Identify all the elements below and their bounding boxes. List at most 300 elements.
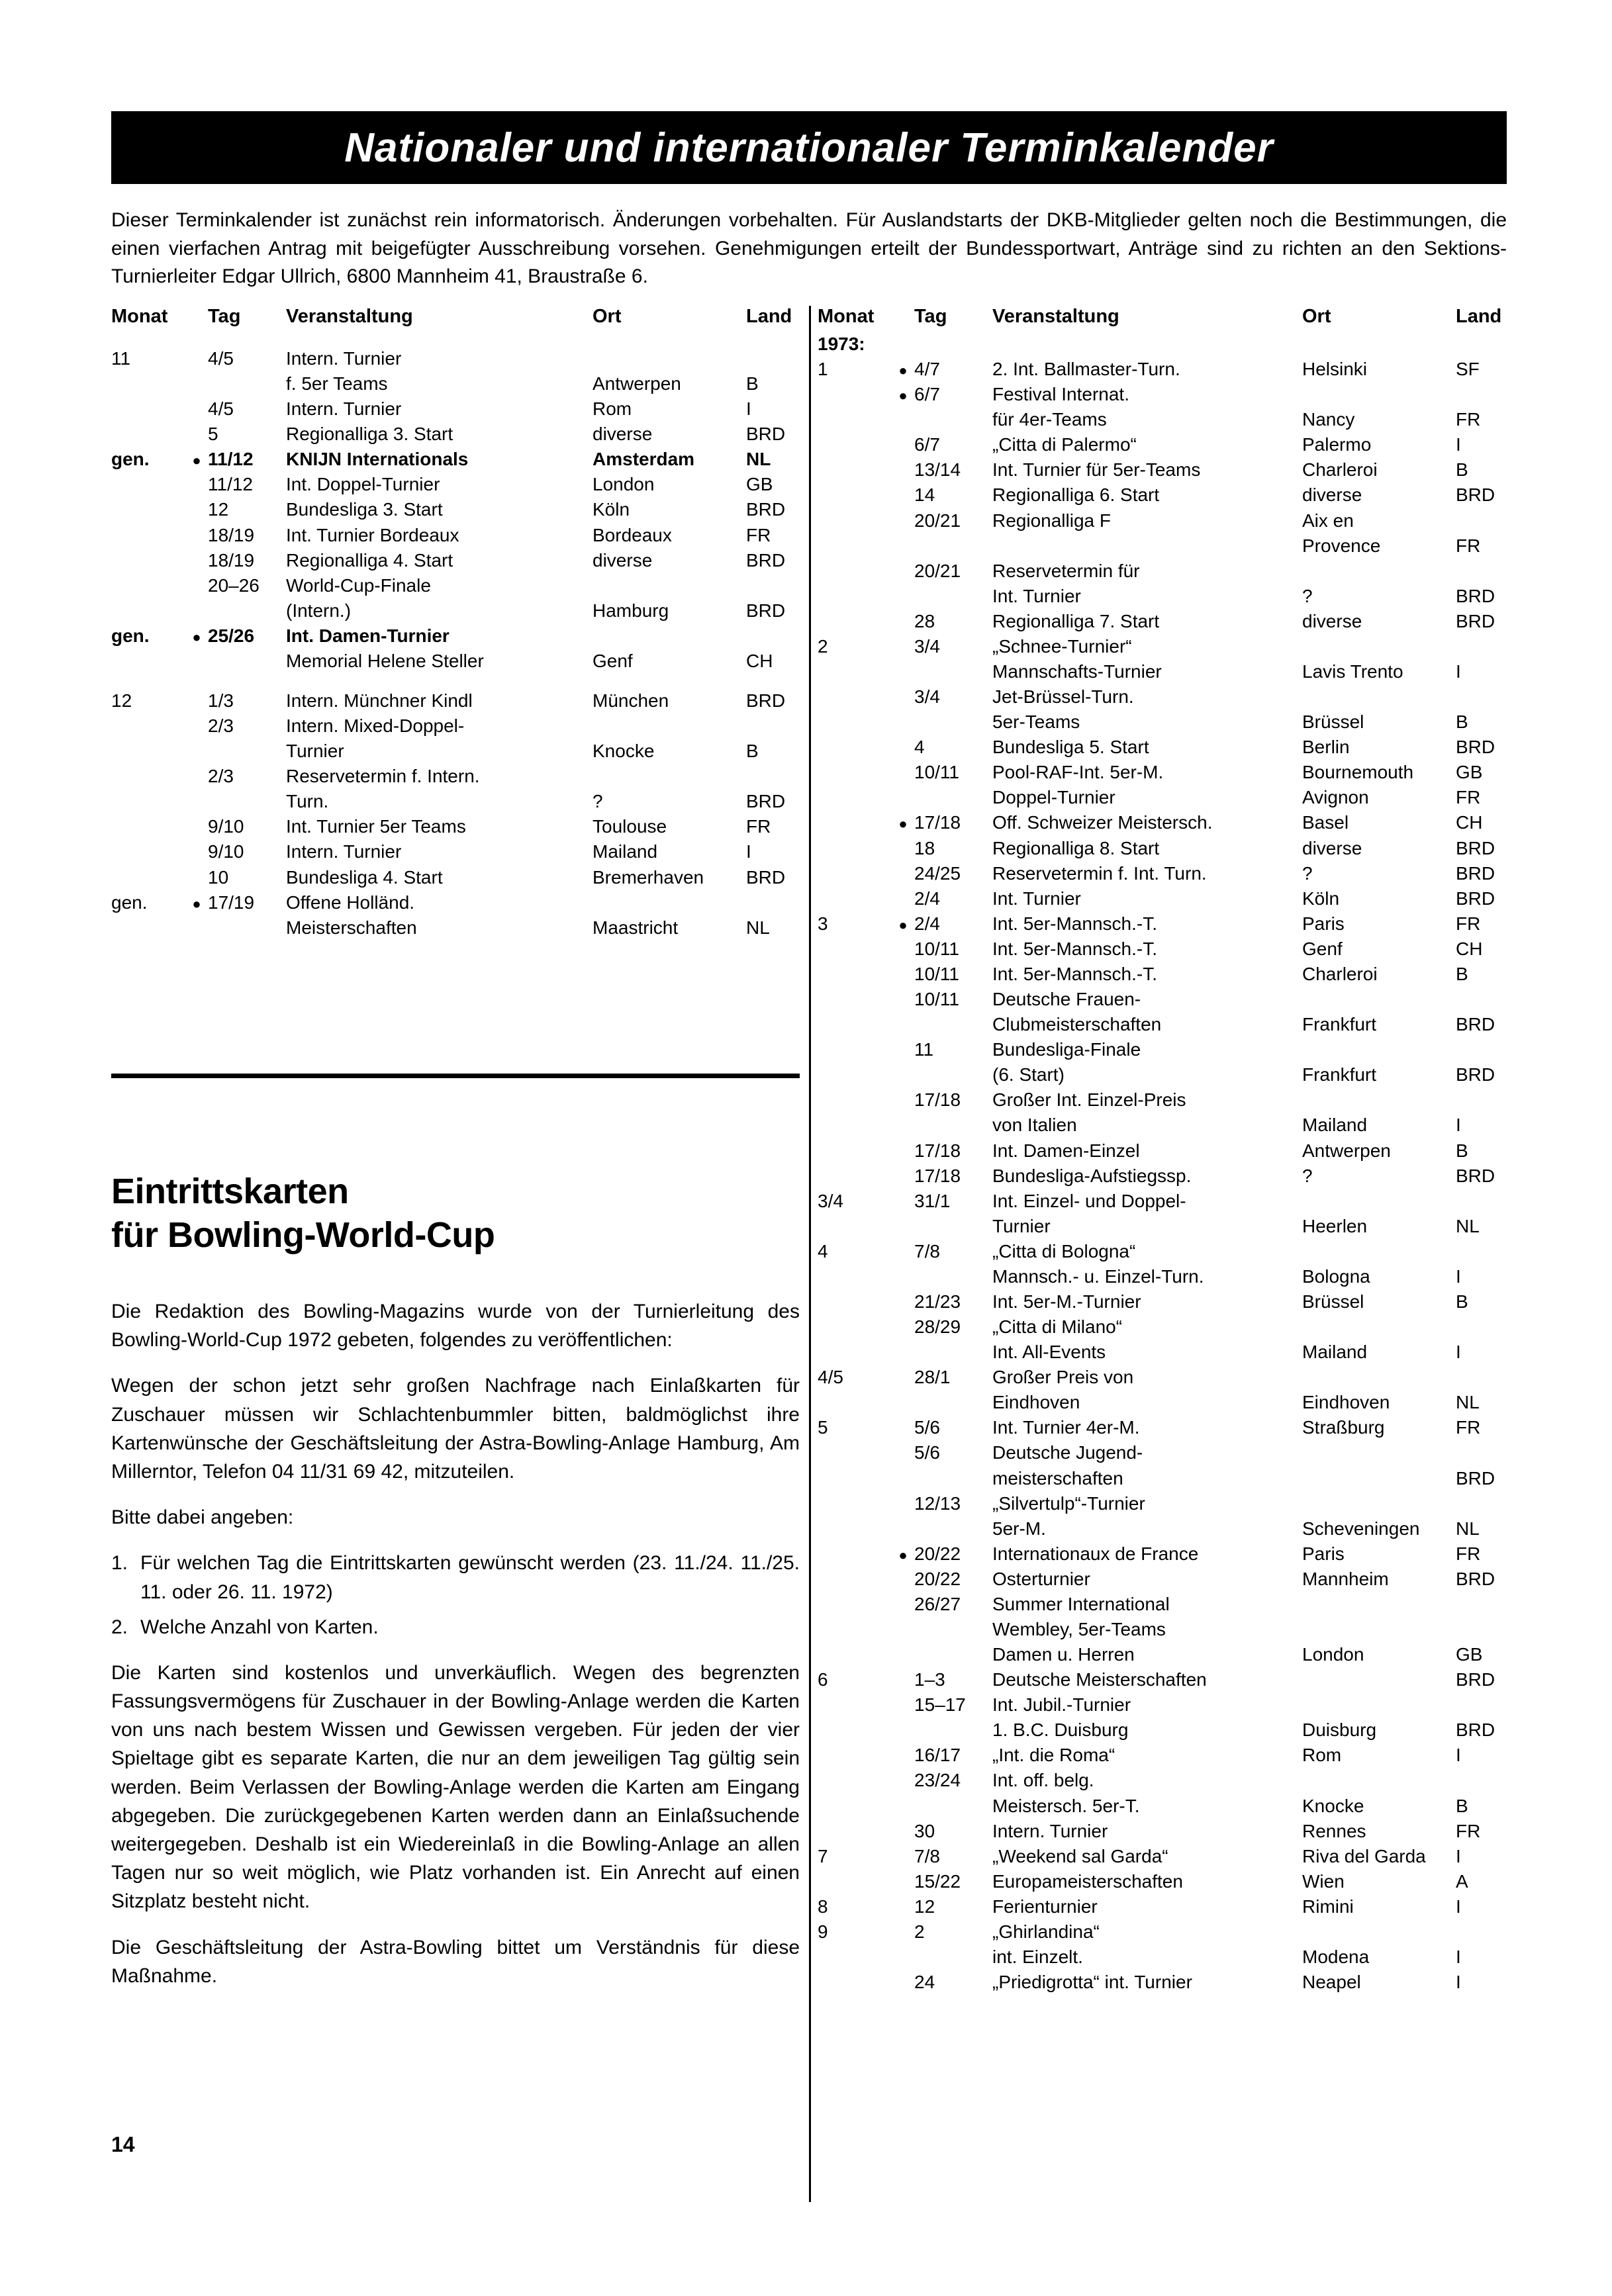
- cell-ort: Brüssel: [1302, 1291, 1364, 1312]
- cell-monat: 8: [818, 1896, 828, 1917]
- cell-ort: [1302, 1189, 1456, 1214]
- cell-tag: [208, 598, 286, 623]
- cell-empty: [185, 422, 208, 447]
- cell-monat: [818, 735, 892, 760]
- cell-land: [746, 573, 810, 598]
- cell-empty: [892, 710, 914, 735]
- table-header-row: [111, 306, 810, 332]
- cell-land: FR: [746, 524, 771, 545]
- cell-tag: 2/3: [208, 766, 234, 787]
- cell-ort: diverse: [1302, 484, 1362, 506]
- cell-ort: ?: [1302, 1165, 1313, 1186]
- cell-ort: Mailand: [593, 841, 658, 862]
- cell-ort: Genf: [1302, 938, 1343, 959]
- table-row: [818, 533, 1519, 559]
- cell-tag: 10: [208, 866, 229, 888]
- cell-land: BRD: [1456, 1669, 1495, 1690]
- cell-veranstaltung: Großer Preis von: [992, 1367, 1134, 1388]
- cell-ort: Palermo: [1302, 434, 1372, 455]
- list-item-number: 1.: [111, 1552, 128, 1575]
- cell-land: FR: [1456, 787, 1481, 808]
- cell-ort: Mailand: [1302, 1342, 1368, 1363]
- table-row: [818, 710, 1519, 735]
- cell-veranstaltung: Mannschafts-Turnier: [992, 661, 1162, 682]
- cell-ort: Rennes: [1302, 1820, 1366, 1841]
- cell-empty: [185, 739, 208, 764]
- cell-empty: [892, 1592, 914, 1617]
- cell-land: NL: [1456, 1215, 1480, 1236]
- cell-land: BRD: [746, 866, 786, 888]
- cell-land: I: [1456, 1115, 1461, 1136]
- cell-tag: [914, 1516, 992, 1541]
- cell-ort: Genf: [593, 650, 633, 671]
- cell-land: [1456, 1617, 1519, 1642]
- cell-monat: [818, 684, 892, 710]
- cell-empty: [892, 1264, 914, 1289]
- cell-empty: [892, 508, 914, 533]
- cell-tag: 4/7: [914, 359, 940, 380]
- cell-ort: Modena: [1302, 1947, 1370, 1967]
- cell-monat: [111, 713, 185, 739]
- cell-ort: [1302, 987, 1456, 1012]
- cell-ort: [1302, 1466, 1456, 1491]
- list-item: [111, 1613, 800, 1641]
- cell-land: [1456, 559, 1519, 584]
- cell-monat: [818, 1768, 892, 1793]
- cell-monat: [111, 649, 185, 674]
- cell-land: NL: [746, 449, 771, 470]
- cell-land: [746, 764, 810, 789]
- cell-land: FR: [746, 816, 771, 837]
- header-land: Land: [746, 306, 792, 327]
- cell-veranstaltung: Off. Schweizer Meistersch.: [992, 812, 1213, 833]
- bullet-icon: [892, 911, 914, 937]
- cell-veranstaltung: „Ghirlandina“: [992, 1921, 1100, 1942]
- cell-veranstaltung: 5er-Teams: [992, 712, 1080, 733]
- table-row: [818, 1794, 1519, 1819]
- cell-veranstaltung: Regionalliga 8. Start: [992, 837, 1160, 858]
- cell-empty: [185, 371, 208, 396]
- table-row: [818, 1087, 1519, 1113]
- cell-land: [1456, 1314, 1519, 1340]
- cell-monat: [111, 472, 185, 497]
- cell-ort: [1302, 1037, 1456, 1062]
- cell-ort: München: [593, 690, 669, 712]
- cell-empty: [185, 396, 208, 422]
- cell-tag: 12: [208, 499, 229, 520]
- table-row: [818, 1819, 1519, 1844]
- cell-ort: Köln: [593, 499, 630, 520]
- cell-empty: [892, 1919, 914, 1945]
- cell-monat: [111, 814, 185, 839]
- cell-veranstaltung: Eindhoven: [992, 1392, 1080, 1413]
- cell-empty: [185, 865, 208, 890]
- page-banner: [111, 111, 1507, 184]
- table-row: [818, 810, 1519, 835]
- table-row: [818, 1264, 1519, 1289]
- cell-monat: [818, 382, 892, 407]
- cell-ort: [1302, 684, 1456, 710]
- cell-ort: Rom: [593, 398, 632, 420]
- cell-tag: 17/18: [914, 812, 961, 833]
- cell-monat: [111, 789, 185, 814]
- cell-tag: 5/6: [914, 1417, 940, 1438]
- cell-land: I: [1456, 434, 1461, 455]
- cell-ort: Hamburg: [593, 600, 669, 621]
- cell-ort: Wien: [1302, 1870, 1345, 1892]
- article-paragraph-4: Die Karten sind kostenlos und unverkäuflich. Wegen des begrenzten Fassungsvermögens für Zuschauer in der Bowling-Anlage werden die Karten von uns nach bestem Wissen und Gewissen vergeben. Für jeden der vier Spieltage gibt es separate Karten, die nur an dem jeweiligen Tag gültig sein werden. Beim Verlassen der Bowling-Anlage werden die Karten am Eingang abgegeben. Die zurückgegebenen Karten werden dann an Einlaßsuchende weitergegeben. Deshalb ist ein Wiedereinlaß in die Bowling-Anlage an allen Tagen nur so weit möglich, wie Platz vorhanden ist. Ein Anrecht auf einen Sitzplatz besteht nicht.: [111, 1661, 800, 1913]
- cell-veranstaltung: Summer International: [992, 1593, 1170, 1614]
- cell-monat: 9: [818, 1921, 828, 1942]
- cell-monat: gen.: [111, 892, 148, 913]
- cell-monat: [818, 1138, 892, 1164]
- table-row: [818, 1869, 1519, 1894]
- cell-ort: Knocke: [1302, 1795, 1364, 1816]
- intro-paragraph: Dieser Terminkalender ist zunächst rein informatorisch. Änderungen vorbehalten. Für Auslandstarts der DKB-Mitglieder gelten noch die Bestimmungen, die einen vierfachen Antrag mit beigefügter Ausschreibung vorsehen. Genehmigungen erteilt der Bundessportwart, Anträge sind zu richten an den Sektions-Turnierleiter Edgar Ullrich, 6800 Mannheim 41, Braustraße 6.: [111, 209, 1507, 288]
- cell-land: [746, 713, 810, 739]
- cell-monat: [818, 1970, 892, 1995]
- cell-tag: 20/21: [914, 560, 961, 581]
- header-monat: Monat: [111, 306, 168, 327]
- article-heading-line1: Eintrittskarten: [111, 1171, 349, 1211]
- header-tag: Tag: [914, 306, 947, 327]
- table-row: [111, 915, 810, 941]
- cell-land: [1456, 1692, 1519, 1718]
- cell-ort: Aix en: [1302, 510, 1354, 531]
- table-row: [818, 987, 1519, 1012]
- cell-monat: [818, 1819, 892, 1844]
- cell-ort: [1302, 559, 1456, 584]
- cell-veranstaltung: Jet-Brüssel-Turn.: [992, 686, 1134, 708]
- table-row: [818, 1415, 1519, 1440]
- cell-land: [1456, 1189, 1519, 1214]
- cell-empty: [892, 760, 914, 785]
- cell-tag: [208, 371, 286, 396]
- cell-ort: Eindhoven: [1302, 1392, 1390, 1413]
- cell-veranstaltung: Regionalliga 6. Start: [992, 484, 1160, 506]
- table-row: [818, 1642, 1519, 1667]
- cell-veranstaltung: Bundesliga 3. Start: [286, 499, 443, 520]
- cell-monat: [818, 457, 892, 482]
- cell-veranstaltung: Deutsche Jugend-: [992, 1442, 1143, 1463]
- cell-veranstaltung: „Citta di Milano“: [992, 1316, 1123, 1338]
- cell-tag: 4/5: [208, 348, 234, 369]
- cell-monat: [818, 1718, 892, 1743]
- cell-empty: [892, 1869, 914, 1894]
- cell-monat: [111, 865, 185, 890]
- cell-land: [1456, 684, 1519, 710]
- cell-tag: 15/22: [914, 1870, 961, 1892]
- cell-veranstaltung: Int. 5er-Mannsch.-T.: [992, 938, 1157, 959]
- cell-monat: [111, 839, 185, 864]
- cell-veranstaltung: 1. B.C. Duisburg: [992, 1720, 1129, 1741]
- cell-monat: [818, 609, 892, 634]
- cell-monat: [111, 915, 185, 941]
- bullet-icon: [192, 892, 201, 913]
- table-header-row: [818, 306, 1519, 332]
- cell-land: I: [1456, 1947, 1461, 1967]
- table-row: [818, 1692, 1519, 1718]
- cell-ort: [1302, 1692, 1456, 1718]
- cell-monat: [818, 1945, 892, 1970]
- cell-monat: [818, 836, 892, 861]
- cell-land: I: [1456, 1896, 1461, 1917]
- cell-tag: [914, 659, 992, 684]
- cell-land: FR: [1456, 409, 1481, 430]
- cell-monat: [818, 584, 892, 609]
- cell-veranstaltung: Festival Internat.: [992, 384, 1129, 405]
- cell-monat: [818, 1692, 892, 1718]
- cell-tag: 12/13: [914, 1492, 961, 1514]
- page-title: Nationaler und internationaler Terminkalender: [344, 124, 1274, 171]
- cell-tag: [914, 584, 992, 609]
- cell-monat: [818, 1516, 892, 1541]
- cell-monat: [818, 1440, 892, 1465]
- header-veranstaltung: Veranstaltung: [286, 306, 413, 327]
- cell-empty: [185, 713, 208, 739]
- cell-monat: 3/4: [818, 1190, 843, 1211]
- cell-ort: Avignon: [1302, 787, 1369, 808]
- cell-empty: [892, 1340, 914, 1365]
- cell-monat: [818, 1491, 892, 1516]
- cell-veranstaltung: Reservetermin f. Int. Turn.: [992, 862, 1207, 884]
- cell-veranstaltung: Mannsch.- u. Einzel-Turn.: [992, 1265, 1204, 1287]
- year-label-row: [818, 332, 1519, 357]
- cell-monat: [818, 1012, 892, 1037]
- table-row: [818, 584, 1519, 609]
- header-ort: Ort: [593, 306, 622, 327]
- cell-veranstaltung: Deutsche Frauen-: [992, 989, 1141, 1010]
- cell-veranstaltung: Int. off. belg.: [992, 1770, 1094, 1791]
- cell-ort: diverse: [1302, 610, 1362, 631]
- cell-monat: [818, 1617, 892, 1642]
- table-row: [111, 814, 810, 839]
- cell-tag: 23/24: [914, 1770, 961, 1791]
- cell-ort: [593, 623, 746, 649]
- table-row: [818, 1214, 1519, 1239]
- cell-tag: [914, 1466, 992, 1491]
- cell-ort: Charleroi: [1302, 459, 1378, 481]
- cell-monat: 1: [818, 359, 828, 380]
- cell-land: B: [746, 373, 759, 394]
- cell-empty: [892, 1214, 914, 1239]
- cell-land: I: [1456, 1265, 1461, 1287]
- cell-tag: 26/27: [914, 1593, 961, 1614]
- table-row: [111, 573, 810, 598]
- cell-tag: 3/4: [914, 686, 940, 708]
- cell-veranstaltung: Bundesliga-Finale: [992, 1039, 1141, 1060]
- cell-empty: [892, 1012, 914, 1037]
- cell-tag: 28/1: [914, 1367, 951, 1388]
- cell-land: [1456, 1239, 1519, 1264]
- cell-land: [1456, 1919, 1519, 1945]
- cell-monat: [818, 1794, 892, 1819]
- cell-monat: [111, 739, 185, 764]
- table-row: [818, 1491, 1519, 1516]
- table-row: [818, 1945, 1519, 1970]
- cell-monat: 3: [818, 913, 828, 934]
- cell-land: BRD: [1456, 1165, 1495, 1186]
- cell-ort: Straßburg: [1302, 1417, 1385, 1438]
- table-row: [818, 1844, 1519, 1869]
- cell-veranstaltung: Int. Einzel- und Doppel-: [992, 1190, 1186, 1211]
- cell-monat: [818, 659, 892, 684]
- cell-ort: Mailand: [1302, 1115, 1368, 1136]
- cell-land: A: [1456, 1870, 1468, 1892]
- cell-tag: [914, 1214, 992, 1239]
- table-row: [818, 760, 1519, 785]
- cell-veranstaltung: Intern. Turnier: [286, 398, 402, 420]
- cell-empty: [892, 1113, 914, 1138]
- table-row: [111, 497, 810, 522]
- table-row: [818, 1617, 1519, 1642]
- cell-tag: [914, 407, 992, 432]
- cell-empty: [892, 457, 914, 482]
- cell-tag: 28: [914, 610, 935, 631]
- bullet-icon: [892, 1541, 914, 1567]
- cell-empty: [892, 1491, 914, 1516]
- cell-veranstaltung: Regionalliga 3. Start: [286, 424, 453, 445]
- cell-tag: 28/29: [914, 1316, 961, 1338]
- cell-veranstaltung: Meistersch. 5er-T.: [992, 1795, 1140, 1816]
- cell-land: I: [1456, 1342, 1461, 1363]
- cell-monat: [818, 1037, 892, 1062]
- table-row: [111, 649, 810, 674]
- cell-ort: Heerlen: [1302, 1215, 1368, 1236]
- cell-veranstaltung: „Citta di Bologna“: [992, 1240, 1136, 1262]
- cell-veranstaltung: „Weekend sal Garda“: [992, 1845, 1168, 1866]
- cell-empty: [892, 559, 914, 584]
- cell-land: [746, 623, 810, 649]
- page-number: 14: [111, 2133, 135, 2156]
- cell-ort: Paris: [1302, 1543, 1345, 1564]
- cell-veranstaltung: Offene Holländ.: [286, 892, 415, 913]
- table-row: [818, 1164, 1519, 1189]
- cell-tag: [914, 1012, 992, 1037]
- cell-land: FR: [1456, 913, 1481, 934]
- cell-monat: 7: [818, 1845, 828, 1866]
- article-paragraph-1: Die Redaktion des Bowling-Magazins wurde von der Turnierleitung des Bowling-World-Cup 1972 gebeten, folgendes zu veröffentlichen:: [111, 1301, 800, 1352]
- cell-ort: Mannheim: [1302, 1568, 1389, 1589]
- cell-empty: [892, 1945, 914, 1970]
- cell-veranstaltung: meisterschaften: [992, 1467, 1123, 1489]
- cell-empty: [892, 1239, 914, 1264]
- cell-empty: [892, 1667, 914, 1692]
- cell-tag: 20–26: [208, 574, 260, 596]
- cell-ort: Helsinki: [1302, 359, 1368, 380]
- cell-empty: [892, 1692, 914, 1718]
- cell-land: BRD: [746, 600, 786, 621]
- table-row: [818, 382, 1519, 407]
- cell-monat: [111, 598, 185, 623]
- cell-tag: 21/23: [914, 1291, 961, 1312]
- cell-tag: 31/1: [914, 1190, 951, 1211]
- cell-tag: 3/4: [914, 635, 940, 657]
- cell-veranstaltung: Int. Jubil.-Turnier: [992, 1694, 1131, 1716]
- cell-veranstaltung: Doppel-Turnier: [992, 787, 1115, 808]
- cell-tag: 6/7: [914, 434, 940, 455]
- table-row: [818, 357, 1519, 382]
- table-row: [111, 523, 810, 548]
- cell-monat: [111, 548, 185, 573]
- cell-monat: [818, 1642, 892, 1667]
- cell-empty: [892, 1718, 914, 1743]
- bullet-icon: [898, 1543, 907, 1564]
- table-row: [111, 839, 810, 864]
- cell-empty: [892, 1314, 914, 1340]
- table-row: [818, 1919, 1519, 1945]
- table-row: [818, 962, 1519, 987]
- cell-ort: Knocke: [593, 741, 655, 762]
- cell-land: I: [1456, 1972, 1461, 1993]
- cell-empty: [892, 1466, 914, 1491]
- cell-tag: 9/10: [208, 816, 244, 837]
- cell-veranstaltung: Wembley, 5er-Teams: [992, 1618, 1166, 1639]
- cell-veranstaltung: Internationaux de France: [992, 1543, 1199, 1564]
- cell-land: B: [1456, 1795, 1468, 1816]
- article-paragraph-2: Wegen der schon jetzt sehr großen Nachfrage nach Einlaßkarten für Zuschauer müssen wir Schlachtenbummler bitten, baldmöglichst ihre Kartenwünsche der Geschäftsleitung der Astra-Bowling-Anlage Hamburg, Am Millerntor, Telefon 04 11/31 69 42, mitzuteilen.: [111, 1375, 800, 1483]
- cell-land: B: [1456, 1140, 1468, 1161]
- cell-ort: Provence: [1302, 535, 1381, 556]
- article-paragraph-3: Bitte dabei angeben:: [111, 1506, 294, 1529]
- cell-tag: 20/22: [914, 1568, 961, 1589]
- cell-ort: Riva del Garda: [1302, 1845, 1426, 1866]
- cell-empty: [892, 659, 914, 684]
- cell-veranstaltung: Int. Turnier Bordeaux: [286, 524, 459, 545]
- bullet-icon: [898, 384, 907, 404]
- cell-tag: 14: [914, 484, 935, 506]
- cell-empty: [892, 634, 914, 659]
- cell-empty: [185, 573, 208, 598]
- table-row: [111, 472, 810, 497]
- cell-veranstaltung: Bundesliga-Aufstiegssp.: [992, 1165, 1192, 1186]
- cell-land: BRD: [746, 690, 786, 712]
- cell-land: [1456, 1037, 1519, 1062]
- cell-tag: [208, 739, 286, 764]
- cell-empty: [892, 1087, 914, 1113]
- table-row: [818, 1768, 1519, 1793]
- cell-monat: [818, 962, 892, 987]
- cell-veranstaltung: Turnier: [992, 1215, 1051, 1236]
- cell-veranstaltung: Intern. Turnier: [286, 841, 402, 862]
- table-row: [818, 634, 1519, 659]
- cell-tag: 24/25: [914, 862, 961, 884]
- cell-ort: Scheveningen: [1302, 1518, 1420, 1539]
- bullet-icon: [185, 447, 208, 472]
- cell-empty: [892, 1844, 914, 1869]
- header-ort: Ort: [1302, 306, 1331, 327]
- cell-ort: Amsterdam: [593, 449, 695, 470]
- cell-monat: [818, 1289, 892, 1314]
- cell-veranstaltung: KNIJN Internationals: [286, 449, 469, 470]
- cell-ort: Bremerhaven: [593, 866, 704, 888]
- cell-veranstaltung: Int. All-Events: [992, 1342, 1106, 1363]
- cell-land: BRD: [1456, 484, 1495, 506]
- cell-land: I: [1456, 1745, 1461, 1766]
- cell-tag: 4: [914, 737, 925, 758]
- table-row: [818, 1189, 1519, 1214]
- cell-land: NL: [746, 917, 770, 938]
- cell-land: GB: [746, 474, 773, 495]
- cell-tag: 17/18: [914, 1089, 961, 1111]
- cell-empty: [892, 861, 914, 886]
- cell-tag: 24: [914, 1972, 935, 1993]
- cell-monat: [818, 559, 892, 584]
- cell-tag: 6/7: [914, 384, 940, 405]
- cell-empty: [892, 1743, 914, 1768]
- cell-land: BRD: [1456, 1467, 1495, 1489]
- table-row: [818, 482, 1519, 508]
